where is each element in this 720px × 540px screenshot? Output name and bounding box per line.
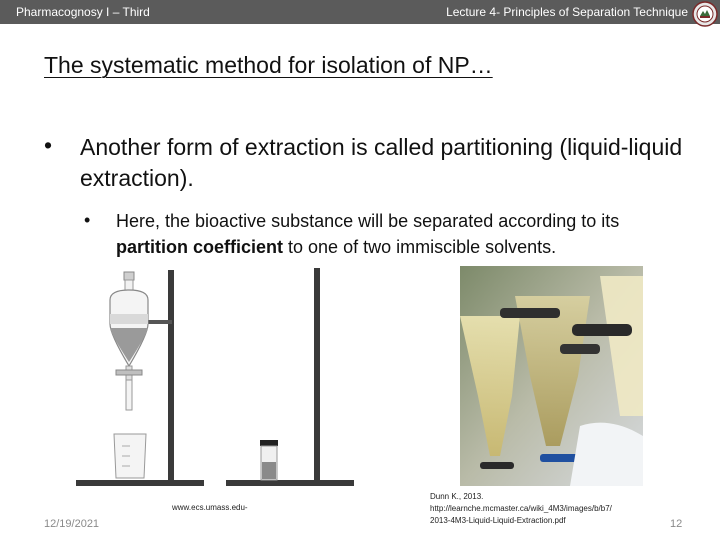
- sub-bullet-text: [116, 208, 696, 260]
- separation-photo-graphic: [460, 266, 643, 486]
- source-line: Dunn K., 2013.: [430, 492, 484, 501]
- header-bar: [0, 0, 720, 24]
- source-line: http://learnche.mcmaster.ca/wiki_4M3/images/b/b7/: [430, 504, 612, 513]
- slide-number: 12: [670, 518, 683, 530]
- image-source-right: [430, 491, 612, 527]
- bullet-marker: •: [44, 132, 53, 158]
- partition-coefficient-term: partition coefficient: [116, 237, 284, 257]
- separatory-funnel-illustration: [76, 262, 356, 490]
- image-source-left: www.ecs.umass.edu-: [172, 503, 248, 512]
- header-course-title: Pharmacognosy I – Third: [16, 5, 150, 19]
- separation-photo: [460, 266, 643, 486]
- source-line: 2013-4M3-Liquid-Liquid-Extraction.pdf: [430, 516, 566, 525]
- university-seal-icon: [692, 1, 718, 27]
- slide-title: The systematic method for isolation of NP…: [44, 52, 493, 78]
- sub-bullet-marker: •: [84, 210, 91, 230]
- sub-bullet-text-end: to one of two immiscible solvents.: [283, 237, 557, 257]
- sub-bullet-text-start: Here, the bioactive substance will be separated according to its: [116, 211, 620, 231]
- header-lecture-title: Lecture 4- Principles of Separation Technique: [446, 5, 688, 19]
- slide-date: 12/19/2021: [44, 518, 100, 530]
- bullet-text-partitioning: Another form of extraction is called partitioning (liquid-liquid extraction).: [80, 134, 683, 191]
